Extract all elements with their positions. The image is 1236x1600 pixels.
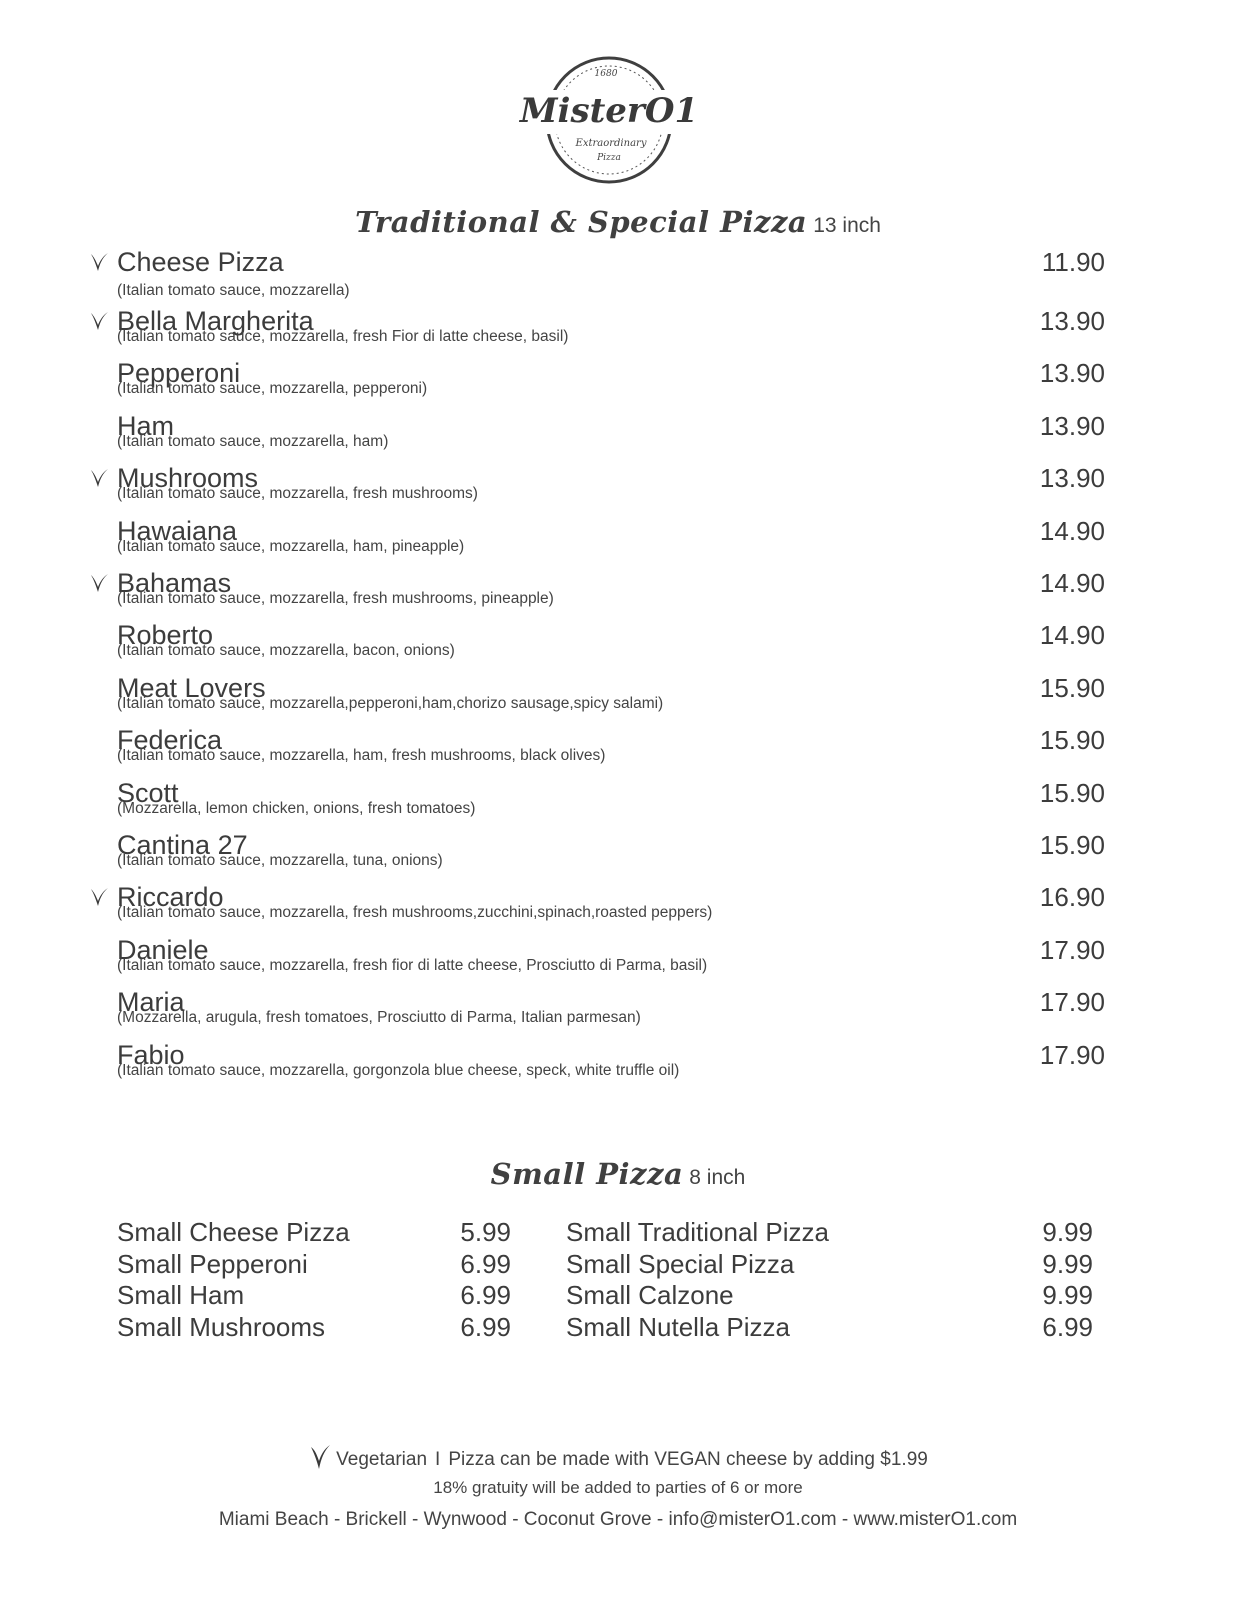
menu-item-name: Roberto xyxy=(117,620,214,651)
vegetarian-leaf-icon xyxy=(90,310,110,332)
svg-text:MisterO1: MisterO1 xyxy=(519,91,699,131)
menu-item-price: 16.90 xyxy=(1039,882,1105,913)
small-menu-item xyxy=(117,1217,511,1247)
menu-item-description: (Italian tomato sauce, mozzarella, ham, pineapple) xyxy=(117,537,465,555)
small-item-price: 9.99 xyxy=(1042,1280,1093,1310)
svg-text:Extraordinary: Extraordinary xyxy=(575,138,647,149)
svg-text:1680: 1680 xyxy=(594,69,618,79)
menu-item-name: Mushrooms xyxy=(117,463,259,494)
mistero1-logo xyxy=(519,50,699,190)
menu-item xyxy=(90,935,1105,987)
vegetarian-leaf-icon xyxy=(90,251,110,273)
menu-item-description: (Italian tomato sauce, mozzarella, fresh mushrooms,zucchini,spinach,roasted peppers) xyxy=(117,904,713,922)
menu-item-description: (Italian tomato sauce, mozzarella, pepperoni) xyxy=(117,380,428,398)
small-menu-item xyxy=(117,1249,511,1279)
menu-item-description: (Italian tomato sauce, mozzarella, bacon, onions) xyxy=(117,642,455,660)
menu-item-price: 15.90 xyxy=(1039,777,1105,808)
vegetarian-label: Vegetarian xyxy=(336,1449,428,1470)
menu-item-price: 13.90 xyxy=(1039,306,1105,336)
menu-item-price: 11.90 xyxy=(1041,247,1105,277)
menu-item-price: 17.90 xyxy=(1039,987,1105,1018)
menu-item-name: Daniele xyxy=(117,934,209,965)
menu-item-description: (Italian tomato sauce, mozzarella, fresh mushrooms) xyxy=(117,485,478,503)
menu-item xyxy=(90,830,1105,882)
logo-seal-icon xyxy=(519,50,699,190)
menu-item-name: Maria xyxy=(117,987,185,1018)
menu-item-price: 13.90 xyxy=(1039,410,1105,441)
menu-item xyxy=(90,882,1105,934)
traditional-title: Traditional & Special Pizza xyxy=(355,205,808,239)
menu-item-description: (Italian tomato sauce, mozzarella, tuna, onions) xyxy=(117,852,443,869)
small-item-name: Small Mushrooms xyxy=(117,1311,326,1342)
small-item-name: Small Traditional Pizza xyxy=(566,1217,829,1247)
menu-item-price: 17.90 xyxy=(1039,1039,1105,1070)
menu-item-name: Ham xyxy=(117,410,175,441)
menu-item-name: Hawaiana xyxy=(117,515,238,546)
small-title: Small Pizza xyxy=(490,1157,684,1191)
small-item-name: Small Ham xyxy=(117,1280,245,1310)
menu-item-price: 14.90 xyxy=(1039,515,1105,546)
small-item-price: 5.99 xyxy=(460,1217,511,1247)
menu-item xyxy=(90,516,1105,568)
menu-item-name: Riccardo xyxy=(117,882,224,913)
menu-item-name: Bella Margherita xyxy=(117,306,314,336)
menu-item-price: 17.90 xyxy=(1039,934,1105,965)
small-menu-item xyxy=(117,1280,511,1310)
menu-item-price: 14.90 xyxy=(1039,620,1105,651)
traditional-size: 13 inch xyxy=(813,214,881,237)
traditional-section-title xyxy=(0,205,1236,239)
menu-item-price: 13.90 xyxy=(1039,358,1105,389)
small-item-price: 9.99 xyxy=(1042,1248,1093,1279)
vegan-note: Pizza can be made with VEGAN cheese by adding $1.99 xyxy=(448,1449,928,1470)
menu-item xyxy=(90,568,1105,620)
menu-item-name: Bahamas xyxy=(117,568,232,598)
small-menu-item xyxy=(566,1312,1093,1342)
locations-contact: Miami Beach - Brickell - Wynwood - Coconut Grove - info@misterO1.com - www.misterO1.com xyxy=(218,1509,1018,1530)
small-item-price: 9.99 xyxy=(1042,1217,1093,1247)
menu-item-description: (Italian tomato sauce, mozzarella, gorgonzola blue cheese, speck, white truffle oil) xyxy=(117,1061,680,1079)
vegetarian-leaf-icon xyxy=(90,467,110,489)
menu-item-description: (Italian tomato sauce, mozzarella) xyxy=(117,282,350,299)
small-size: 8 inch xyxy=(689,1166,746,1189)
small-item-price: 6.99 xyxy=(1042,1311,1093,1342)
menu-item-price: 15.90 xyxy=(1039,830,1105,860)
small-item-price: 6.99 xyxy=(460,1248,511,1279)
footer-divider: I xyxy=(435,1449,441,1470)
menu-item xyxy=(90,778,1105,830)
menu-item-name: Pepperoni xyxy=(117,358,241,389)
menu-item-name: Fabio xyxy=(117,1039,185,1070)
menu-item xyxy=(90,463,1105,515)
menu-item-name: Meat Lovers xyxy=(117,672,266,703)
menu-item-name: Cheese Pizza xyxy=(117,247,284,277)
small-menu-item xyxy=(566,1217,1093,1247)
svg-text:Pizza: Pizza xyxy=(597,153,621,163)
gratuity-note: 18% gratuity will be added to parties of 6 or more xyxy=(433,1478,803,1497)
menu-item-price: 13.90 xyxy=(1039,463,1105,494)
menu-item-price: 15.90 xyxy=(1039,672,1105,703)
menu-item-description: (Italian tomato sauce, mozzarella, fresh fior di latte cheese, Prosciutto di Parma, basil) xyxy=(117,956,708,974)
small-menu-item xyxy=(117,1312,511,1342)
small-item-name: Small Pepperoni xyxy=(117,1248,308,1279)
menu-item-name: Scott xyxy=(117,777,179,808)
menu-item xyxy=(90,725,1105,777)
small-menu-item xyxy=(566,1249,1093,1279)
menu-item-name: Federica xyxy=(117,725,223,756)
menu-item-description: (Italian tomato sauce, mozzarella, ham, fresh mushrooms, black olives) xyxy=(117,747,606,765)
small-menu-item xyxy=(566,1280,1093,1310)
vegetarian-leaf-icon xyxy=(90,572,110,594)
small-item-name: Small Special Pizza xyxy=(566,1248,795,1279)
small-item-price: 6.99 xyxy=(460,1280,511,1310)
small-item-name: Small Nutella Pizza xyxy=(566,1311,790,1342)
menu-item-price: 15.90 xyxy=(1039,725,1105,756)
menu-item-description: (Mozzarella, arugula, fresh tomatoes, Prosciutto di Parma, Italian parmesan) xyxy=(117,1009,641,1027)
menu-item xyxy=(90,987,1105,1039)
menu-item-description: (Mozzarella, lemon chicken, onions, fresh tomatoes) xyxy=(117,799,476,817)
menu-item-description: (Italian tomato sauce, mozzarella,pepperoni,ham,chorizo sausage,spicy salami) xyxy=(117,694,664,712)
menu-item xyxy=(90,358,1105,410)
menu-item-price: 14.90 xyxy=(1039,568,1105,598)
menu-item-description: (Italian tomato sauce, mozzarella, fresh Fior di latte cheese, basil) xyxy=(117,328,569,345)
menu-item xyxy=(90,1040,1105,1092)
menu-item-description: (Italian tomato sauce, mozzarella, fresh mushrooms, pineapple) xyxy=(117,590,554,607)
menu-item xyxy=(90,306,1105,358)
menu-item xyxy=(90,411,1105,463)
small-item-name: Small Calzone xyxy=(566,1280,734,1310)
vegetarian-leaf-icon xyxy=(308,1443,332,1477)
small-item-price: 6.99 xyxy=(460,1311,511,1342)
small-section-title xyxy=(0,1157,1236,1191)
menu-item xyxy=(90,247,1105,299)
menu-item xyxy=(90,620,1105,672)
footer-vegetarian-line xyxy=(0,1443,1236,1477)
menu-item-name: Cantina 27 xyxy=(117,830,248,860)
menu-item-description: (Italian tomato sauce, mozzarella, ham) xyxy=(117,432,389,450)
vegetarian-leaf-icon xyxy=(90,886,110,908)
small-item-name: Small Cheese Pizza xyxy=(117,1217,350,1247)
menu-item xyxy=(90,673,1105,725)
